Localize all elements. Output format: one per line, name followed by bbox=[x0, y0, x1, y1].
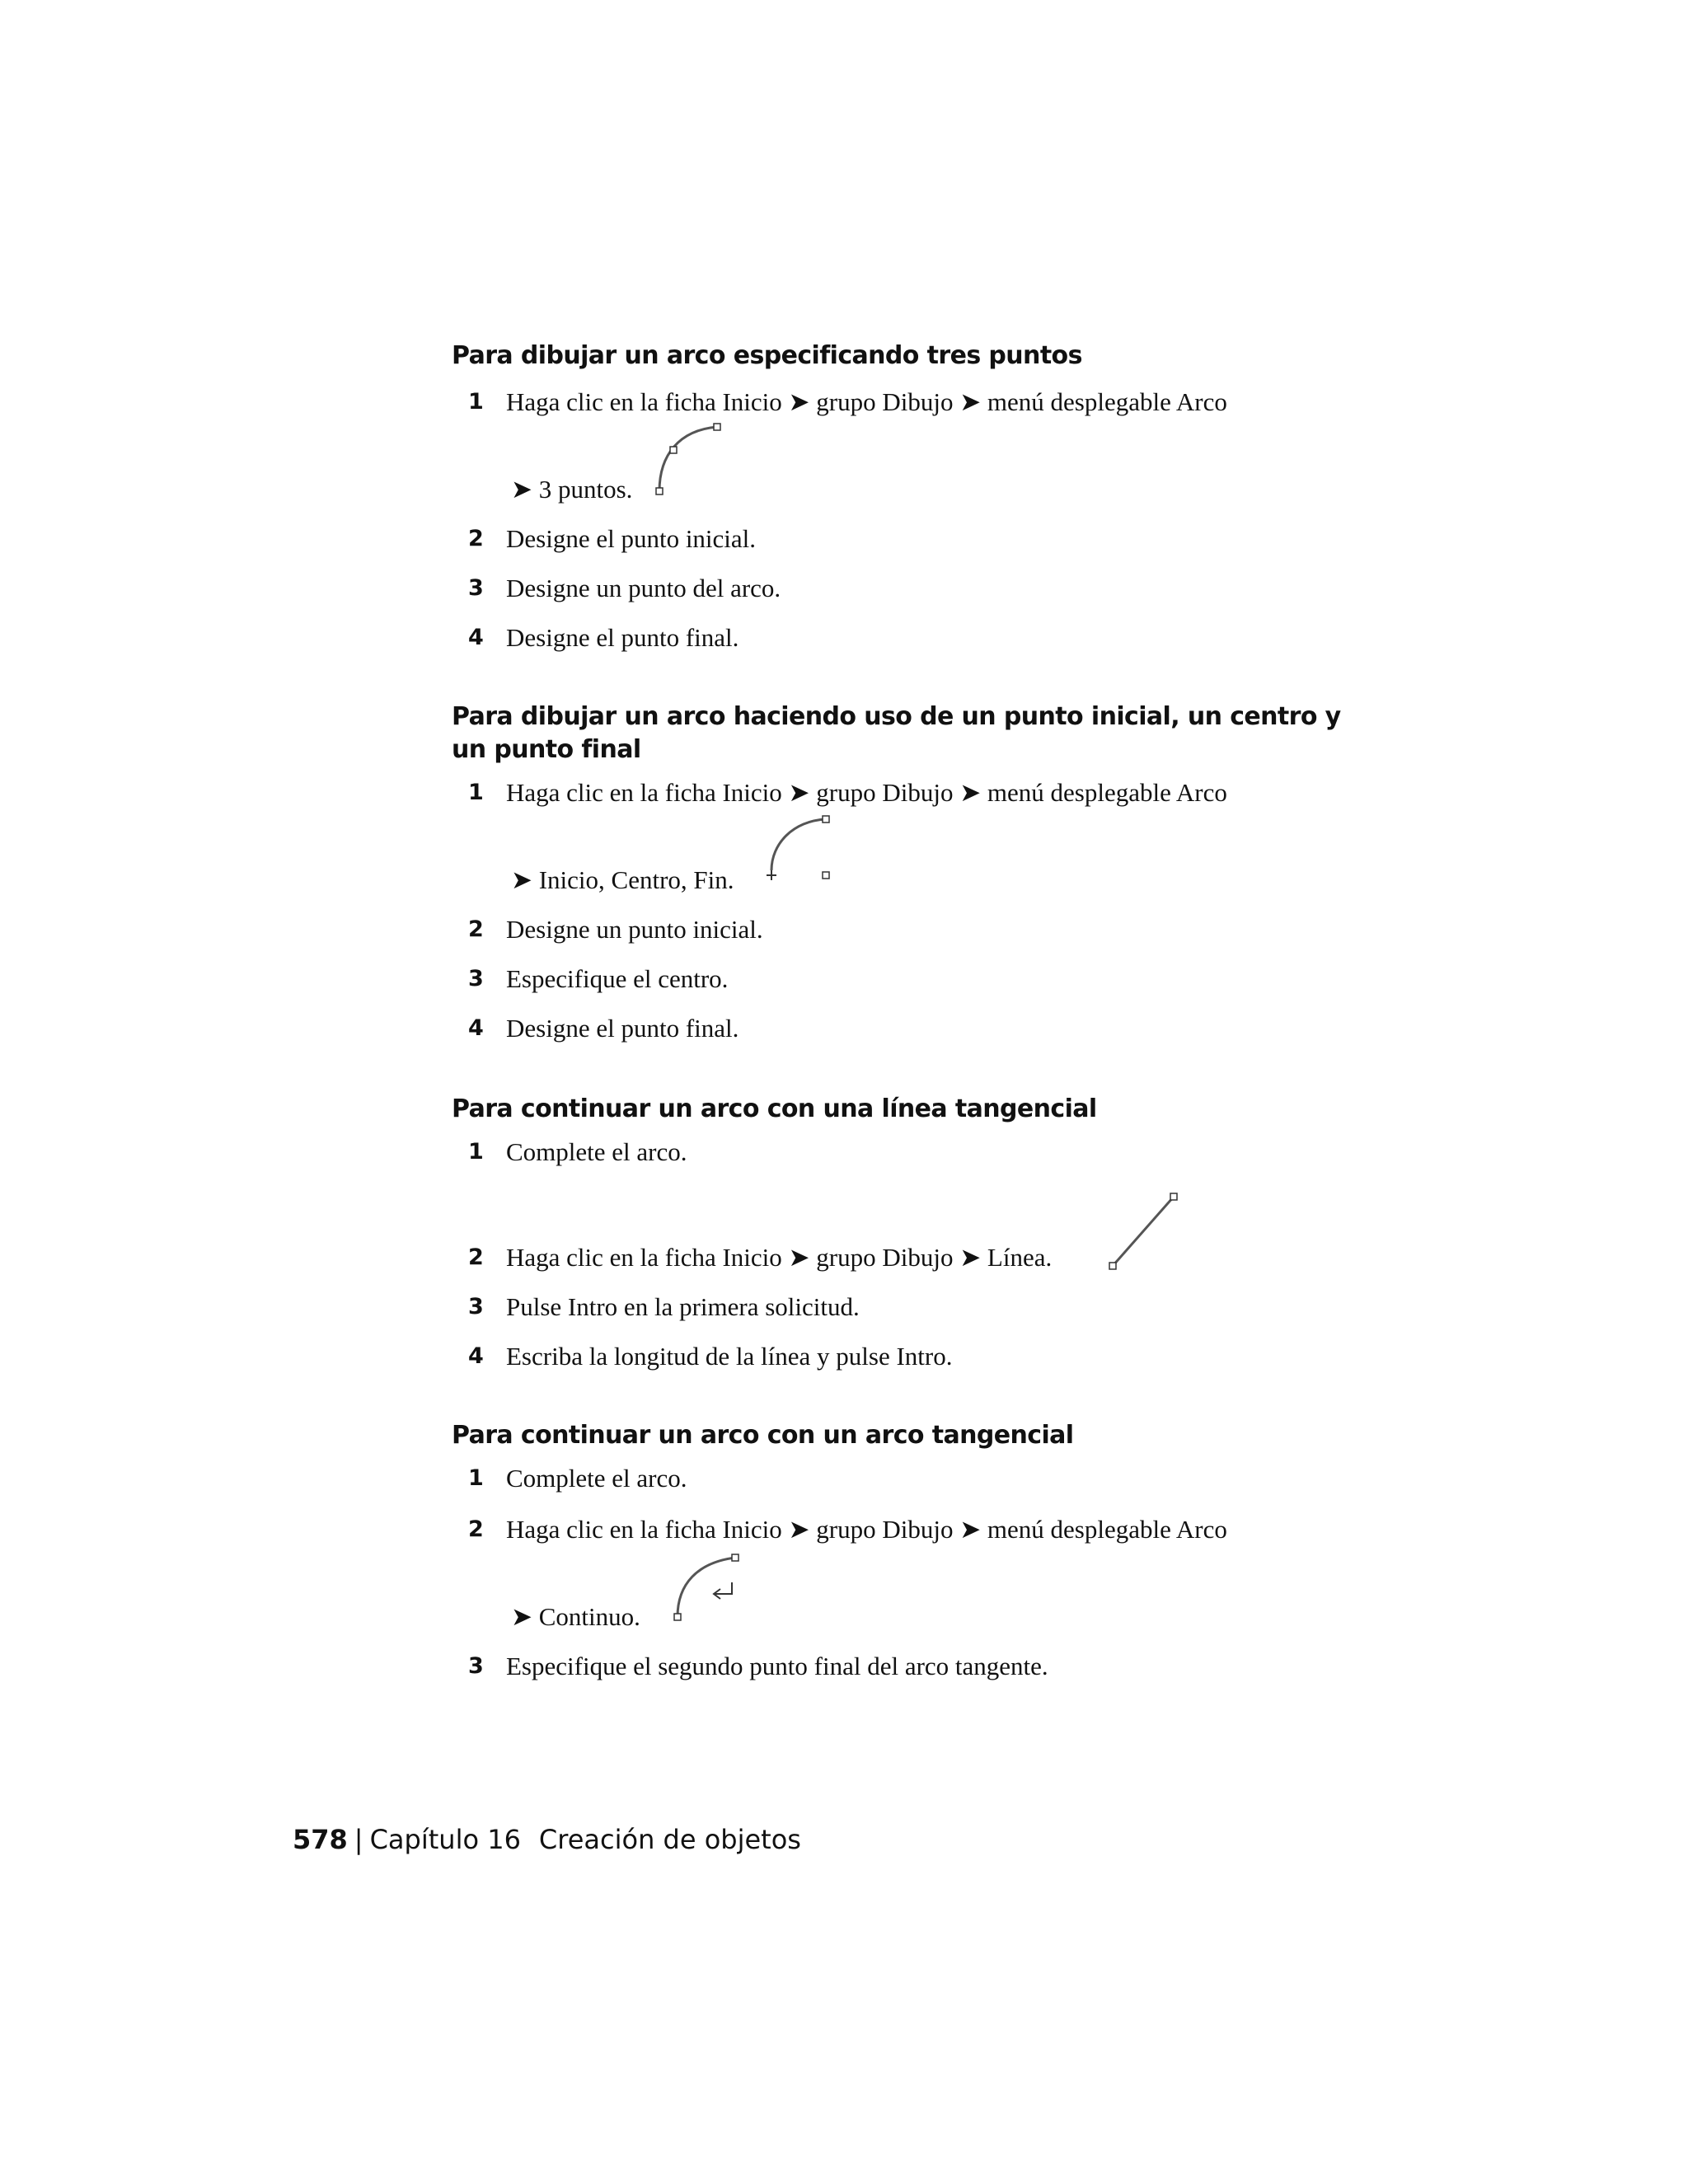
step-text: Pulse Intro en la primera solicitud. bbox=[506, 1292, 860, 1321]
step-number: 2 bbox=[468, 1244, 484, 1270]
step-number: 2 bbox=[468, 916, 484, 942]
section-heading: Para continuar un arco con una línea tangencial bbox=[452, 1094, 1097, 1123]
page-footer bbox=[293, 1823, 801, 1856]
step-text: Haga clic en la ficha Inicio ➤ grupo Dibujo ➤ Línea. bbox=[506, 1243, 1053, 1272]
section-three-points bbox=[452, 340, 1358, 661]
step-number: 2 bbox=[468, 1516, 484, 1542]
step-text: Complete el arco. bbox=[506, 1137, 687, 1166]
step-number: 3 bbox=[468, 575, 484, 601]
step-number: 2 bbox=[468, 526, 484, 551]
step-continuation-text: ➤ Inicio, Centro, Fin. bbox=[511, 865, 734, 894]
step-number: 1 bbox=[468, 780, 484, 805]
step-number: 4 bbox=[468, 1343, 484, 1369]
step-1-continuation bbox=[511, 473, 1253, 506]
section-tangent-arc bbox=[452, 1419, 1358, 1691]
section-heading: Para dibujar un arco especificando tres puntos bbox=[452, 341, 1082, 370]
step-text: Designe el punto final. bbox=[506, 1014, 739, 1043]
page-number: 578 bbox=[293, 1824, 348, 1855]
line-icon bbox=[1108, 1190, 1182, 1272]
step-number: 1 bbox=[468, 1465, 484, 1491]
step-text: Designe el punto final. bbox=[506, 623, 739, 652]
step-text: Especifique el segundo punto final del arco tangente. bbox=[506, 1652, 1048, 1680]
step-text: Designe el punto inicial. bbox=[506, 524, 757, 553]
step-text: Escriba la longitud de la línea y pulse Intro. bbox=[506, 1342, 953, 1371]
step-text: Haga clic en la ficha Inicio ➤ grupo Dibujo ➤ menú desplegable Arco bbox=[506, 1515, 1227, 1544]
step-number: 3 bbox=[468, 1653, 484, 1679]
step-continuation-text: ➤ Continuo. bbox=[511, 1602, 640, 1631]
step-text: Designe un punto del arco. bbox=[506, 574, 781, 602]
step-text: Haga clic en la ficha Inicio ➤ grupo Dibujo ➤ menú desplegable Arco bbox=[506, 778, 1227, 807]
arc-continue-icon bbox=[673, 1551, 747, 1625]
section-heading: Para dibujar un arco haciendo uso de un punto inicial, un centro y un punto final bbox=[452, 702, 1341, 764]
step-text: Especifique el centro. bbox=[506, 964, 729, 993]
step-1-continuation bbox=[511, 864, 1253, 897]
step-number: 1 bbox=[468, 1139, 484, 1165]
step-text: Haga clic en la ficha Inicio ➤ grupo Dibujo ➤ menú desplegable Arco bbox=[506, 387, 1227, 416]
step-2-continuation bbox=[511, 1601, 1253, 1633]
step-text: Complete el arco. bbox=[506, 1464, 687, 1493]
arc-start-center-end-icon bbox=[765, 813, 839, 887]
step-text: Designe un punto inicial. bbox=[506, 915, 763, 944]
section-tangent-line bbox=[452, 1093, 1358, 1381]
step-number: 4 bbox=[468, 625, 484, 650]
section-heading: Para continuar un arco con un arco tangencial bbox=[452, 1421, 1074, 1450]
step-continuation-text: ➤ 3 puntos. bbox=[511, 475, 633, 504]
section-start-center-end bbox=[452, 701, 1358, 1055]
footer-separator: | bbox=[354, 1824, 363, 1855]
chapter-label: Capítulo 16 bbox=[369, 1824, 521, 1855]
arc-3-points-icon bbox=[654, 422, 729, 496]
step-number: 4 bbox=[468, 1015, 484, 1041]
step-number: 1 bbox=[468, 389, 484, 415]
step-number: 3 bbox=[468, 966, 484, 991]
chapter-title: Creación de objetos bbox=[538, 1824, 801, 1855]
step-number: 3 bbox=[468, 1294, 484, 1319]
